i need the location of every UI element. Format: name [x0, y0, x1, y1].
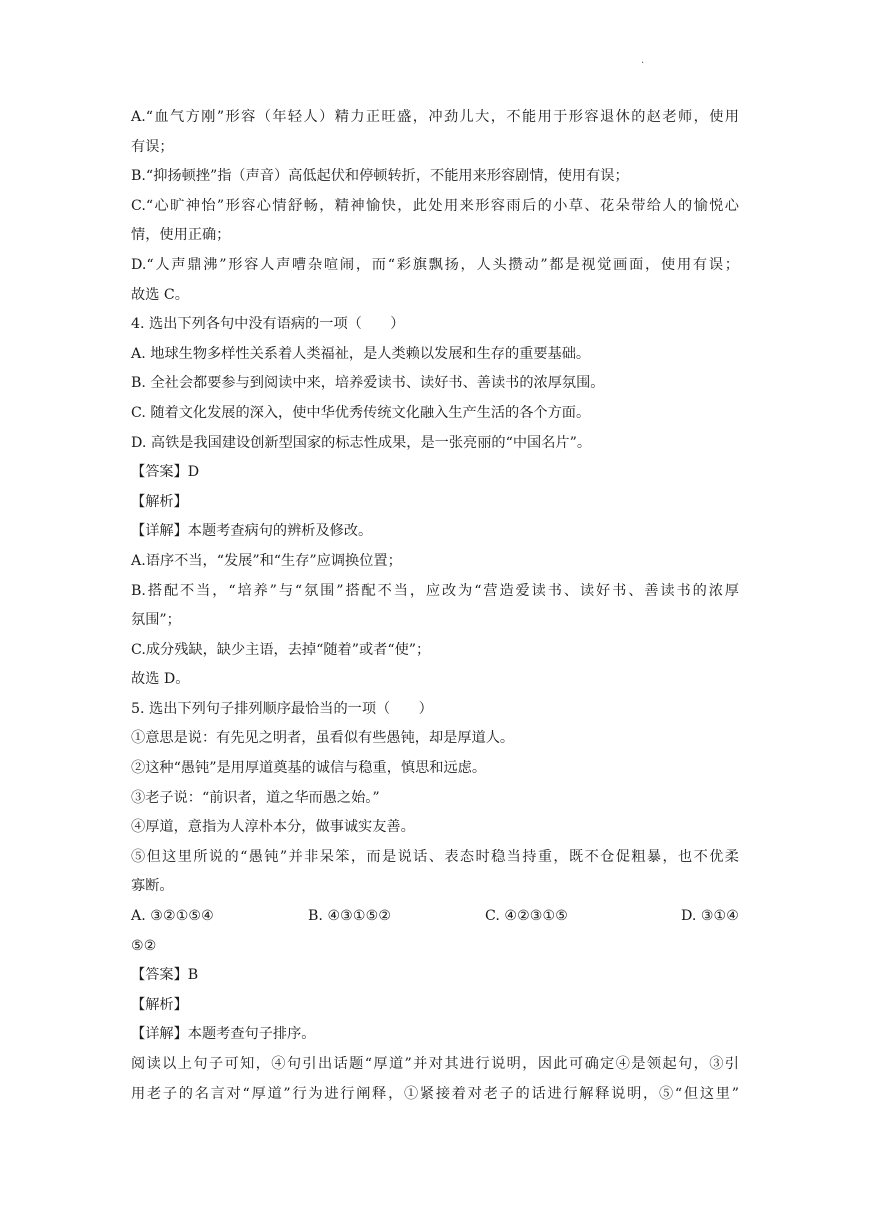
text-line: B.“抑扬顿挫”指（声音）高低起伏和停顿转折，不能用来形容剧情，使用有误； — [131, 168, 629, 185]
question-4-stem: 4. 选出下列各句中没有语病的一项（ ） — [131, 316, 405, 333]
sentence-1: ①意思是说：有先见之明者，虽看似有些愚钝，却是厚道人。 — [131, 730, 515, 747]
text-line: A.语序不当，“发展”和“生存”应调换位置； — [131, 552, 402, 569]
question-4-option-b: B. 全社会都要参与到阅读中来，培养爱读书、读好书、善读书的浓厚氛围。 — [131, 375, 605, 392]
sentence-2: ②这种“愚钝”是用厚道奠基的诚信与稳重，慎思和远虑。 — [131, 760, 487, 777]
text-line: 寡断。 — [131, 878, 174, 895]
analysis-label: 【解析】 — [131, 493, 188, 510]
question-5-options — [131, 902, 739, 932]
text-line: ⑤② — [131, 937, 157, 954]
question-5-stem: 5. 选出下列句子排列顺序最恰当的一项（ ） — [131, 700, 433, 717]
question-5-option-b: B. ④③①⑤② — [308, 908, 392, 925]
text-line: 故选 C。 — [131, 286, 189, 303]
text-line: 氛围”； — [131, 612, 181, 629]
question-4-option-d: D. 高铁是我国建设创新型国家的标志性成果，是一张亮丽的“中国名片”。 — [131, 434, 592, 451]
sentence-5: ⑤但这里所说的“愚钝”并非呆笨，而是说话、表态时稳当持重，既不仓促粗暴，也不优柔 — [131, 848, 739, 865]
analysis-label: 【解析】 — [131, 996, 188, 1013]
answer-label: 【答案】B — [131, 967, 199, 984]
question-5-option-c: C. ④②③①⑤ — [485, 908, 568, 925]
text-line: D.“人声鼎沸”形容人声嘈杂喧闹，而“彩旗飘扬，人头攒动”都是视觉画面，使用有误； — [131, 256, 739, 273]
question-5-option-d: D. ③①④ — [680, 908, 739, 925]
text-line: A.“血气方刚”形容（年轻人）精力正旺盛，冲劲儿大，不能用于形容退休的赵老师，使用 — [131, 109, 739, 125]
text-line: C.“心旷神怡”形容心情舒畅，精神愉快，此处用来形容雨后的小草、花朵带给人的愉悦心 — [131, 197, 739, 214]
text-line: 阅读以上句子可知，④句引出话题“厚道”并对其进行说明，因此可确定④是领起句，③引 — [131, 1056, 739, 1072]
document-body — [131, 103, 739, 1109]
question-5-option-a: A. ③②①⑤④ — [131, 908, 214, 925]
page-marker-dot: . — [641, 55, 645, 66]
sentence-3: ③老子说：“前识者，道之华而愚之始。” — [131, 789, 380, 806]
detail-label: 【详解】本题考查句子排序。 — [131, 1026, 316, 1043]
text-line: 故选 D。 — [131, 671, 190, 688]
answer-label: 【答案】D — [131, 464, 200, 481]
text-line: B.搭配不当，“培养”与“氛围”搭配不当，应改为“营造爱读书、读好书、善读书的浓厚 — [131, 582, 739, 599]
question-4-option-a: A. 地球生物多样性关系着人类福祉，是人类赖以发展和生存的重要基础。 — [131, 345, 591, 362]
question-4-option-c: C. 随着文化发展的深入，使中华优秀传统文化融入生产生活的各个方面。 — [131, 404, 591, 421]
detail-label: 【详解】本题考查病句的辨析及修改。 — [131, 523, 373, 540]
sentence-4: ④厚道，意指为人淳朴本分，做事诚实友善。 — [131, 819, 415, 836]
text-line: C.成分残缺，缺少主语，去掉“随着”或者“使”； — [131, 641, 431, 658]
text-line: 情，使用正确； — [131, 227, 231, 244]
text-line: 用老子的名言对“厚道”行为进行阐释，①紧接着对老子的话进行解释说明，⑤“但这里” — [131, 1085, 739, 1102]
text-line: 有误； — [131, 138, 174, 155]
